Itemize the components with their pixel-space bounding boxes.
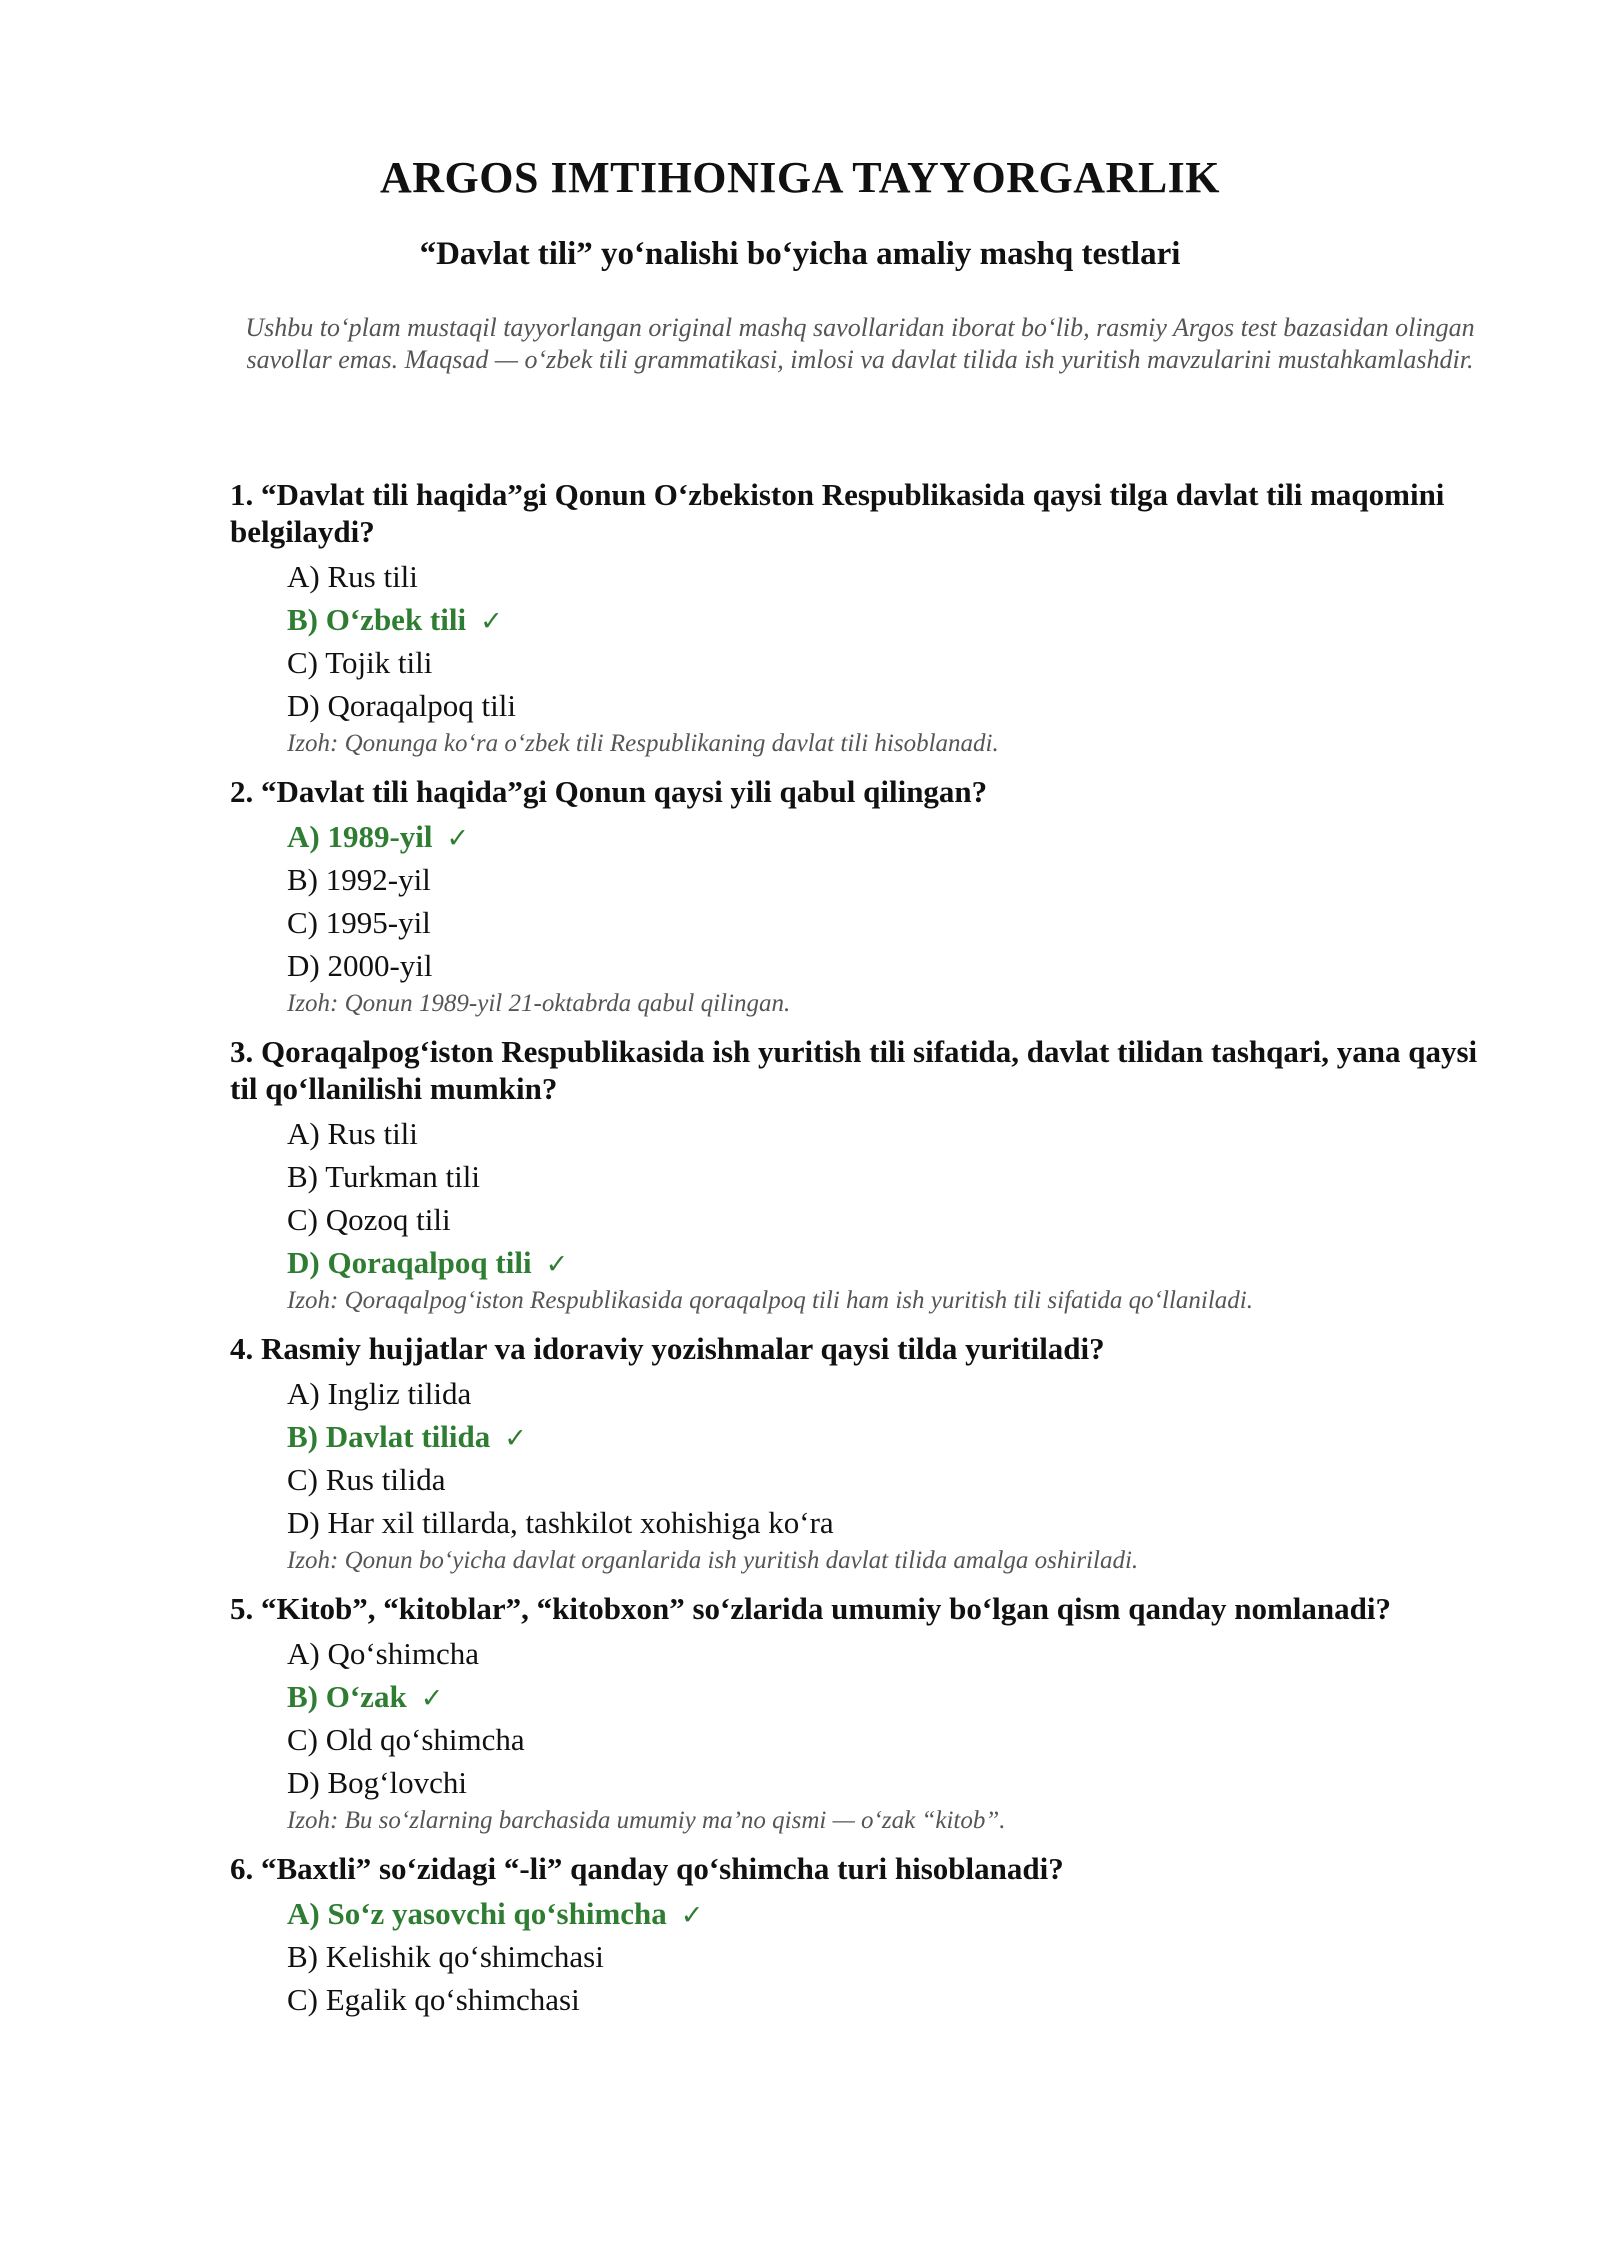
option-c xyxy=(287,901,1500,944)
option-label: A) Qo‘shimcha xyxy=(287,1636,479,1671)
option-a xyxy=(287,1112,1500,1155)
option-b-correct xyxy=(287,598,1500,641)
option-list xyxy=(287,1372,1500,1544)
question-note: Izoh: Bu so‘zlarning barchasida umumiy ma’no qismi — o‘zak “kitob”. xyxy=(287,1807,1006,1834)
question-text: 2. “Davlat tili haqida”gi Qonun qaysi yili qabul qilingan? xyxy=(230,774,988,809)
option-c xyxy=(287,1978,1500,2021)
option-b xyxy=(287,858,1500,901)
question-item xyxy=(230,1330,1500,1578)
check-icon: ✓ xyxy=(680,1900,704,1931)
option-d xyxy=(287,1761,1500,1804)
option-label: B) O‘zak xyxy=(287,1679,407,1714)
option-label: C) Rus tilida xyxy=(287,1462,446,1497)
question-note: Izoh: Qonun bo‘yicha davlat organlarida ish yuritish davlat tilida amalga oshiriladi. xyxy=(287,1547,1139,1574)
option-a xyxy=(287,1632,1500,1675)
option-list xyxy=(287,1112,1500,1284)
option-label: D) Bog‘lovchi xyxy=(287,1765,467,1800)
option-d xyxy=(287,684,1500,727)
question-note: Izoh: Qonun 1989-yil 21-oktabrda qabul qilingan. xyxy=(287,990,791,1017)
option-c xyxy=(287,1718,1500,1761)
option-label: D) Har xil tillarda, tashkilot xohishiga ko‘ra xyxy=(287,1505,834,1540)
option-label: C) Egalik qo‘shimchasi xyxy=(287,1982,580,2017)
option-label: B) Turkman tili xyxy=(287,1159,480,1194)
option-list xyxy=(287,815,1500,987)
check-icon: ✓ xyxy=(446,823,470,854)
option-c xyxy=(287,1458,1500,1501)
question-item xyxy=(230,1850,1500,2021)
option-label: A) 1989-yil xyxy=(287,819,433,854)
option-list xyxy=(287,1632,1500,1804)
option-a-correct xyxy=(287,815,1500,858)
question-text: 6. “Baxtli” so‘zidagi “-li” qanday qo‘shimcha turi hisoblanadi? xyxy=(230,1851,1064,1886)
check-icon: ✓ xyxy=(480,606,503,637)
option-label: A) Rus tili xyxy=(287,559,418,594)
option-list xyxy=(287,555,1500,727)
option-list xyxy=(287,1892,1500,2021)
option-label: B) O‘zbek tili xyxy=(287,602,467,637)
option-label: C) Tojik tili xyxy=(287,645,433,680)
document-subtitle: “Davlat tili” yo‘nalishi bo‘yicha amaliy mashq testlari xyxy=(419,236,1181,272)
check-icon: ✓ xyxy=(420,1683,444,1714)
question-item xyxy=(230,1590,1500,1838)
option-label: A) Rus tili xyxy=(287,1116,418,1151)
option-d xyxy=(287,944,1500,987)
check-icon: ✓ xyxy=(545,1249,569,1280)
option-label: B) Kelishik qo‘shimchasi xyxy=(287,1939,604,1974)
option-label: B) 1992-yil xyxy=(287,862,431,897)
option-d xyxy=(287,1501,1500,1544)
document-intro: Ushbu to‘plam mustaqil tayyorlangan original mashq savollaridan iborat bo‘lib, rasmiy Argos test bazasidan olingan savollar emas. Maqsad — o‘zbek tili grammatikasi, imlosi va davlat tilida ish yuritish mavzularini mustahkamlashdir. xyxy=(245,313,1475,374)
option-label: B) Davlat tilida xyxy=(287,1419,491,1454)
question-item xyxy=(230,773,1500,1021)
question-item xyxy=(230,476,1500,761)
option-b-correct xyxy=(287,1415,1500,1458)
option-label: D) 2000-yil xyxy=(287,948,433,983)
question-text: 3. Qoraqalpog‘iston Respublikasida ish yuritish tili sifatida, davlat tilidan tashqari, yana qaysi til qo‘llanilishi mumkin? xyxy=(230,1034,1478,1106)
option-label: C) 1995-yil xyxy=(287,905,431,940)
option-a xyxy=(287,1372,1500,1415)
check-icon: ✓ xyxy=(504,1423,527,1454)
question-item xyxy=(230,1033,1500,1318)
option-label: D) Qoraqalpoq tili xyxy=(287,688,517,723)
document-title: ARGOS IMTIHONIGA TAYYORGARLIK xyxy=(379,153,1221,202)
question-text: 1. “Davlat tili haqida”gi Qonun O‘zbekiston Respublikasida qaysi tilga davlat tili maqomini belgilaydi? xyxy=(230,477,1445,549)
question-list xyxy=(230,476,1500,2021)
question-note: Izoh: Qoraqalpog‘iston Respublikasida qoraqalpoq tili ham ish yuritish tili sifatida qo‘llaniladi. xyxy=(287,1287,1253,1314)
option-label: A) So‘z yasovchi qo‘shimcha xyxy=(287,1896,667,1931)
option-a xyxy=(287,555,1500,598)
option-b xyxy=(287,1935,1500,1978)
option-label: A) Ingliz tilida xyxy=(287,1376,472,1411)
option-d-correct xyxy=(287,1241,1500,1284)
option-b-correct xyxy=(287,1675,1500,1718)
question-note: Izoh: Qonunga ko‘ra o‘zbek tili Respublikaning davlat tili hisoblanadi. xyxy=(287,730,999,757)
option-c xyxy=(287,1198,1500,1241)
option-label: D) Qoraqalpoq tili xyxy=(287,1245,532,1280)
option-c xyxy=(287,641,1500,684)
option-b xyxy=(287,1155,1500,1198)
question-text: 5. “Kitob”, “kitoblar”, “kitobxon” so‘zlarida umumiy bo‘lgan qism qanday nomlanadi? xyxy=(230,1591,1392,1626)
question-text: 4. Rasmiy hujjatlar va idoraviy yozishmalar qaysi tilda yuritiladi? xyxy=(230,1331,1105,1366)
option-label: C) Old qo‘shimcha xyxy=(287,1722,525,1757)
option-label: C) Qozoq tili xyxy=(287,1202,451,1237)
option-a-correct xyxy=(287,1892,1500,1935)
